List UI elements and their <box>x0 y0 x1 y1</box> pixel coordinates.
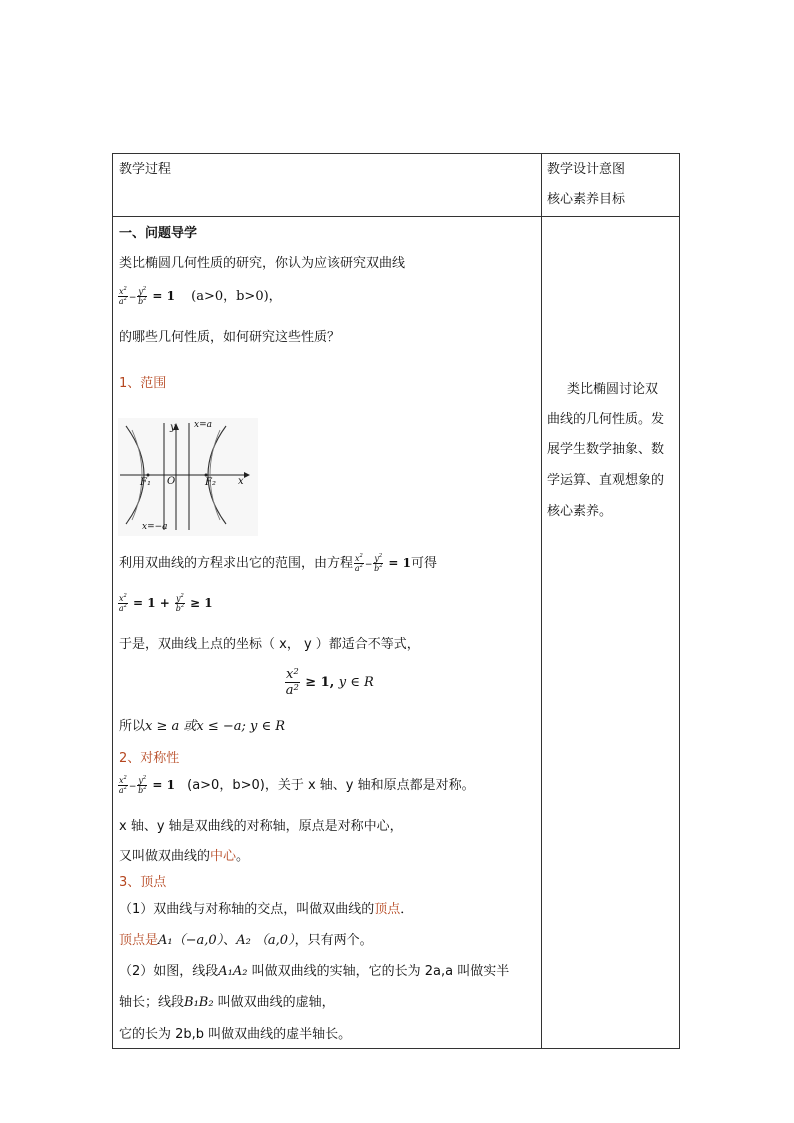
range-derivation: $\frac{x^2}{a^2}$ = 1 + $\frac{y^2}{b^2}$ ≥ 1 <box>118 593 213 613</box>
range-text-line: 利用双曲线的方程求出它的范围，由方程 $\frac{x^2}{a^2}$ − $\frac{y^2}{b^2}$ = 1可得 <box>119 553 438 573</box>
header-divider <box>113 216 679 217</box>
symmetry-line-2: x 轴、y 轴是双曲线的对称轴，原点是对称中心， <box>119 819 403 834</box>
range-conclusion: 所以x ≥ a 或x ≤ −a; y ∈ R <box>119 719 286 734</box>
header-teaching-process: 教学过程 <box>119 162 172 177</box>
side-note-line-3: 展学生数学抽象、数 <box>547 442 665 457</box>
vertex-para-1: （1）双曲线与对称轴的交点，叫做双曲线的顶点． <box>119 902 414 917</box>
fig-label-x-eq-neg-a: x=−a <box>142 522 168 532</box>
intro-line-2: 的哪些几何性质，如何研究这些性质？ <box>119 330 341 345</box>
equation-condition: (a>0，b>0)， <box>191 289 282 304</box>
intro-line-1: 类比椭圆几何性质的研究，你认为应该研究双曲线 <box>119 256 406 271</box>
side-note-line-2: 曲线的几何性质。发 <box>547 412 665 427</box>
side-note-line-4: 学运算、直观想象的 <box>547 473 665 488</box>
header-core-literacy: 核心素养目标 <box>547 192 626 207</box>
column-divider <box>541 154 542 1048</box>
header-design-intent: 教学设计意图 <box>547 162 626 177</box>
fig-label-x-eq-a: x=a <box>194 420 212 430</box>
subsection-title-symmetry: 2、对称性 <box>119 751 180 766</box>
fig-label-f1: F₁ <box>140 477 151 488</box>
symmetry-equation: $\frac{x^2}{a^2}$ − $\frac{y^2}{b^2}$ = 1 (a>0，b>0)，关于 x 轴、y 轴和原点都是对称。 <box>118 775 475 795</box>
subsection-title-vertex: 3、顶点 <box>119 875 167 890</box>
side-note-line-5: 核心素养。 <box>547 504 613 519</box>
hyperbola-figure <box>118 418 258 536</box>
fig-label-origin: O <box>167 476 176 487</box>
range-inequality: $\frac{x^2}{a^2}$ ≥ 1, y ∈ R <box>285 666 374 698</box>
fig-label-f2: F₂ <box>205 477 216 488</box>
subsection-title-range: 1、范围 <box>119 376 167 391</box>
fig-label-x: x <box>238 476 244 487</box>
section-title-guided-questions: 一、问题导学 <box>119 226 198 241</box>
symmetry-line-3: 又叫做双曲线的中心。 <box>119 849 250 864</box>
vertex-para-5: 它的长为 2b,b 叫做双曲线的虚半轴长。 <box>119 1027 352 1042</box>
vertex-para-3: （2）如图，线段A₁A₂ 叫做双曲线的实轴，它的长为 2a,a 叫做实半 <box>119 964 510 979</box>
vertex-para-4: 轴长；线段B₁B₂ 叫做双曲线的虚轴， <box>119 995 335 1010</box>
vertex-para-2: 顶点是A₁（−a,0）、A₂ （a,0），只有两个。 <box>119 933 373 948</box>
coordinate-text: 于是，双曲线上点的坐标（ x， y ）都适合不等式， <box>119 637 420 652</box>
fig-label-y: y <box>170 422 176 433</box>
hyperbola-equation: $\frac{x^2}{a^2}$ − $\frac{y^2}{b^2}$ = 1 (a>0，b>0)， <box>118 286 282 306</box>
side-note-line-1: 类比椭圆讨论双 <box>567 382 659 397</box>
